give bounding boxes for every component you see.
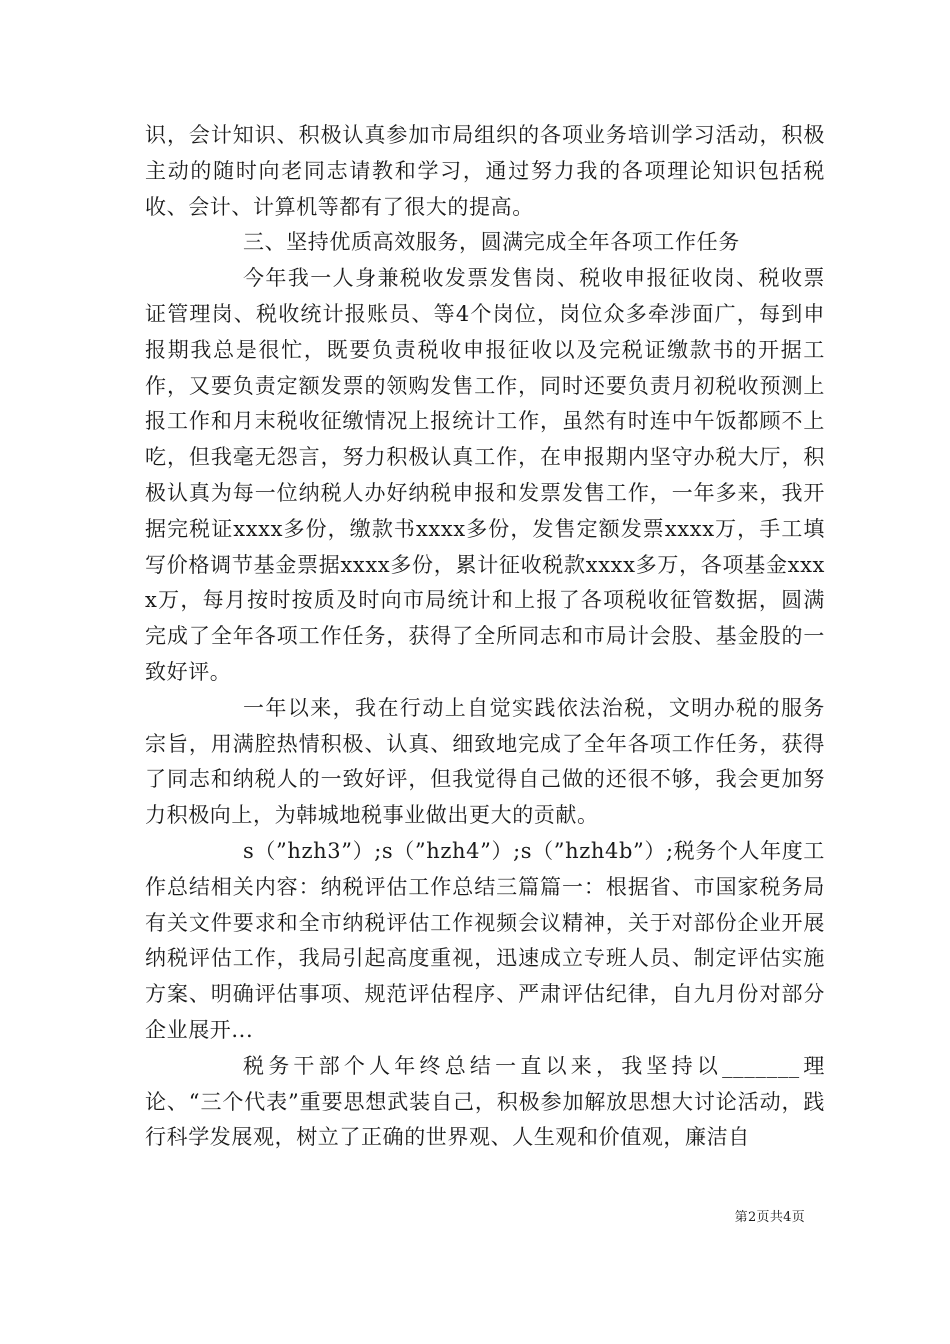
section-heading: 三、坚持优质高效服务，圆满完成全年各项工作任务: [243, 230, 740, 255]
paragraph-cadre-summary: 税务干部个人年终总结一直以来，我坚持以_______理论、“三个代表”重要思想武装自己，积极参加解放思想大讨论活动，践行科学发展观，树立了正确的世界观、人生观和价值观，廉洁自: [145, 1053, 825, 1150]
paragraph-summary: 一年以来，我在行动上自觉实践依法治税，文明办税的服务宗旨，用满腔热情积极、认真、细致地完成了全年各项工作任务，获得了同志和纳税人的一致好评，但我觉得自己做的还很不够，我会更加努力积极向上，为韩城地税事业做出更大的贡献。: [145, 695, 825, 828]
paragraph-work-tasks: 今年我一人身兼税收发票发售岗、税收申报征收岗、税收票证管理岗、税收统计报账员、等4个岗位，岗位众多牵涉面广，每到申报期我总是很忙，既要负责税收申报征收以及完税证缴款书的开据工作，又要负责定额发票的领购发售工作，同时还要负责月初税收预测上报工作和月末税收征缴情况上报统计工作，虽然有时连中午饭都顾不上吃，但我毫无怨言，努力积极认真工作，在申报期内坚守办税大厅，积极认真为每一位纳税人办好纳税申报和发票发售工作，一年多来，我开据完税证xxxx多份，缴款书xxxx多份，发售定额发票xxxx万，手工填写价格调节基金票据xxxx多份，累计征收税款xxxx多万，各项基金xxxx万，每月按时按质及时向市局统计和上报了各项税收征管数据，圆满完成了全年各项工作任务，获得了全所同志和市局计会股、基金股的一致好评。: [145, 266, 825, 684]
paragraph-continued: 识，会计知识、积极认真参加市局组织的各项业务培训学习活动，积极主动的随时向老同志请教和学习，通过努力我的各项理论知识包括税收、会计、计算机等都有了很大的提高。: [145, 123, 825, 219]
page-number: 第2页共4页: [734, 1210, 805, 1225]
paragraph-related-content: s（”hzh3”）;s（”hzh4”）;s（”hzh4b”）;税务个人年度工作总结相关内容：纳税评估工作总结三篇篇一：根据省、市国家税务局有关文件要求和全市纳税评估工作视频会议精神，关于对部份企业开展纳税评估工作，我局引起高度重视，迅速成立专班人员、制定评估实施方案、明确评估事项、规范评估程序、严肃评估纪律，自九月份对部分企业展开...: [145, 838, 825, 1042]
document-body: [145, 118, 825, 1156]
